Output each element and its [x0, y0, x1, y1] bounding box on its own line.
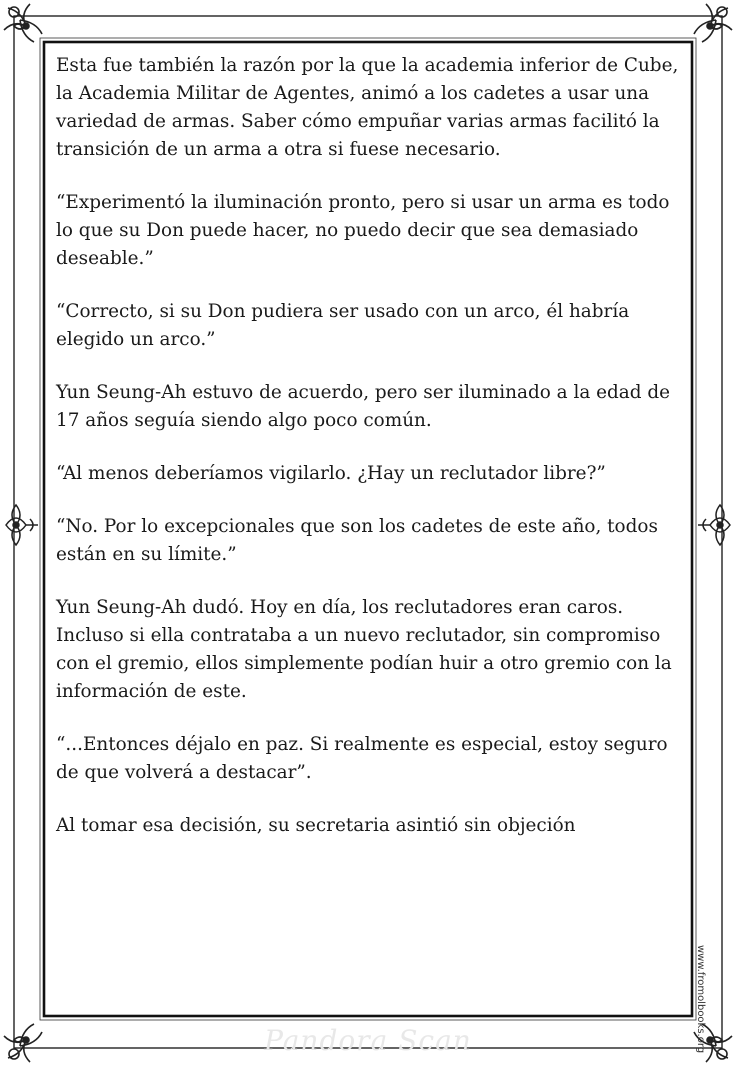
paragraph: “Experimentó la iluminación pronto, pero si usar un arma es todo lo que su Don puede hacer, no puedo decir que sea demasiado deseable.” — [56, 192, 670, 269]
paragraph: “Correcto, si su Don pudiera ser usado con un arco, él habría elegido un arco.” — [56, 301, 630, 350]
corner-ornament-top-right — [694, 4, 732, 42]
paragraph: Esta fue también la razón por la que la academia inferior de Cube, la Academia Militar de Agentes, animó a los cadetes a usar una variedad de armas. Saber cómo empuñar varias armas facilitó la transición de un arma a otra si fuese necesario. — [56, 55, 679, 160]
side-ornament-right — [698, 505, 730, 545]
paragraph: “No. Por lo excepcionales que son los cadetes de este año, todos están en su límite.” — [56, 516, 658, 565]
side-credit: www.fromolbooks.org — [695, 945, 706, 1054]
paragraph: Yun Seung-Ah dudó. Hoy en día, los reclutadores eran caros. Incluso si ella contrataba a un nuevo reclutador, sin compromiso con el gremio, ellos simplemente podían huir a otro gremio con la información de este. — [56, 597, 672, 702]
corner-ornament-top-left — [4, 4, 42, 42]
text-body — [46, 44, 690, 1014]
paragraph: “Al menos deberíamos vigilarlo. ¿Hay un reclutador libre?” — [56, 463, 606, 484]
paragraph: Al tomar esa decisión, su secretaria asintió sin objeción — [56, 815, 576, 836]
side-ornament-left — [6, 505, 38, 545]
watermark: Pandora Scan — [264, 1024, 472, 1057]
paragraph: “...Entonces déjalo en paz. Si realmente es especial, estoy seguro de que volverá a destacar”. — [56, 734, 668, 783]
paragraph: Yun Seung-Ah estuvo de acuerdo, pero ser iluminado a la edad de 17 años seguía siendo algo poco común. — [56, 382, 671, 431]
